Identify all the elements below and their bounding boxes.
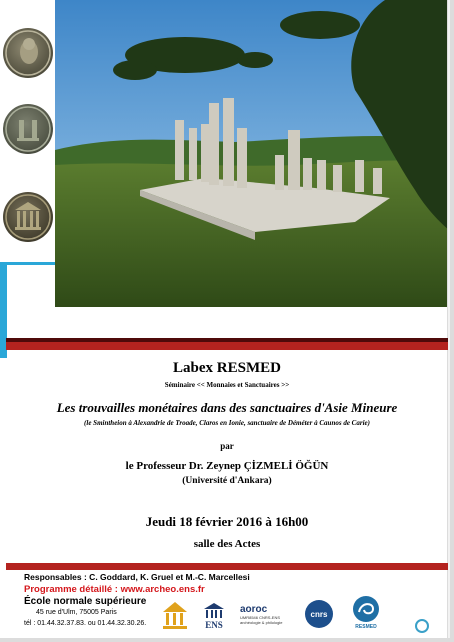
talk-subtitle: (le Smintheion à Alexandrie de Troade, Claros en Ionie, sanctuaire de Déméter à Caunos de Carie) xyxy=(84,419,370,427)
labex-title: Labex RESMED xyxy=(173,360,281,376)
coin-figures-image xyxy=(3,104,53,154)
coin-temple-image xyxy=(3,192,53,242)
aoroc-logo-subtext: UMR8546 CNRS-ENS archéologie & philologie xyxy=(240,615,283,625)
lyon-logo-icon xyxy=(160,600,190,632)
divider-red xyxy=(6,342,448,350)
event-room: salle des Actes xyxy=(193,538,261,550)
ens-building-icon xyxy=(203,602,225,620)
speaker-university: (Université d'Ankara) xyxy=(182,476,272,486)
organizers: Responsables : C. Goddard, K. Gruel et M.-C. Marcellesi xyxy=(24,572,250,582)
coin-portrait-image xyxy=(3,28,53,78)
resmed-swirl-icon xyxy=(351,594,381,624)
aoroc-logo xyxy=(240,600,294,630)
event-date: Jeudi 18 février 2016 à 16h00 xyxy=(145,514,309,529)
cnrs-logo-text: cnrs xyxy=(310,609,328,619)
school-address: 45 rue d'Ulm, 75005 Paris xyxy=(36,609,117,616)
phone-numbers: tél : 01.44.32.37.83. ou 01.44.32.30.26. xyxy=(24,620,147,627)
resmed-logo-text: RESMED xyxy=(355,624,377,630)
page-edge-bottom xyxy=(0,638,454,642)
temple-photo xyxy=(55,0,449,307)
by-label: par xyxy=(220,441,234,451)
ens-logo-text: ENS xyxy=(205,620,223,630)
divider-footer xyxy=(6,563,448,570)
small-partner-icon xyxy=(414,618,430,634)
ens-logo xyxy=(200,600,228,632)
speaker-name: le Professeur Dr. Zeynep ÇİZMELİ ÖĞÜN xyxy=(125,460,329,472)
aoroc-logo-text: aoroc xyxy=(240,604,268,615)
program-link[interactable]: Programme détaillé : www.archeo.ens.fr xyxy=(24,584,205,595)
cnrs-logo xyxy=(305,600,333,628)
seminar-name: Séminaire << Monnaies et Sanctuaires >> xyxy=(164,381,290,389)
resmed-logo xyxy=(348,592,384,632)
talk-title: Les trouvailles monétaires dans des sanctuaires d'Asie Mineure xyxy=(56,400,398,415)
school-name: École normale supérieure xyxy=(24,596,147,607)
